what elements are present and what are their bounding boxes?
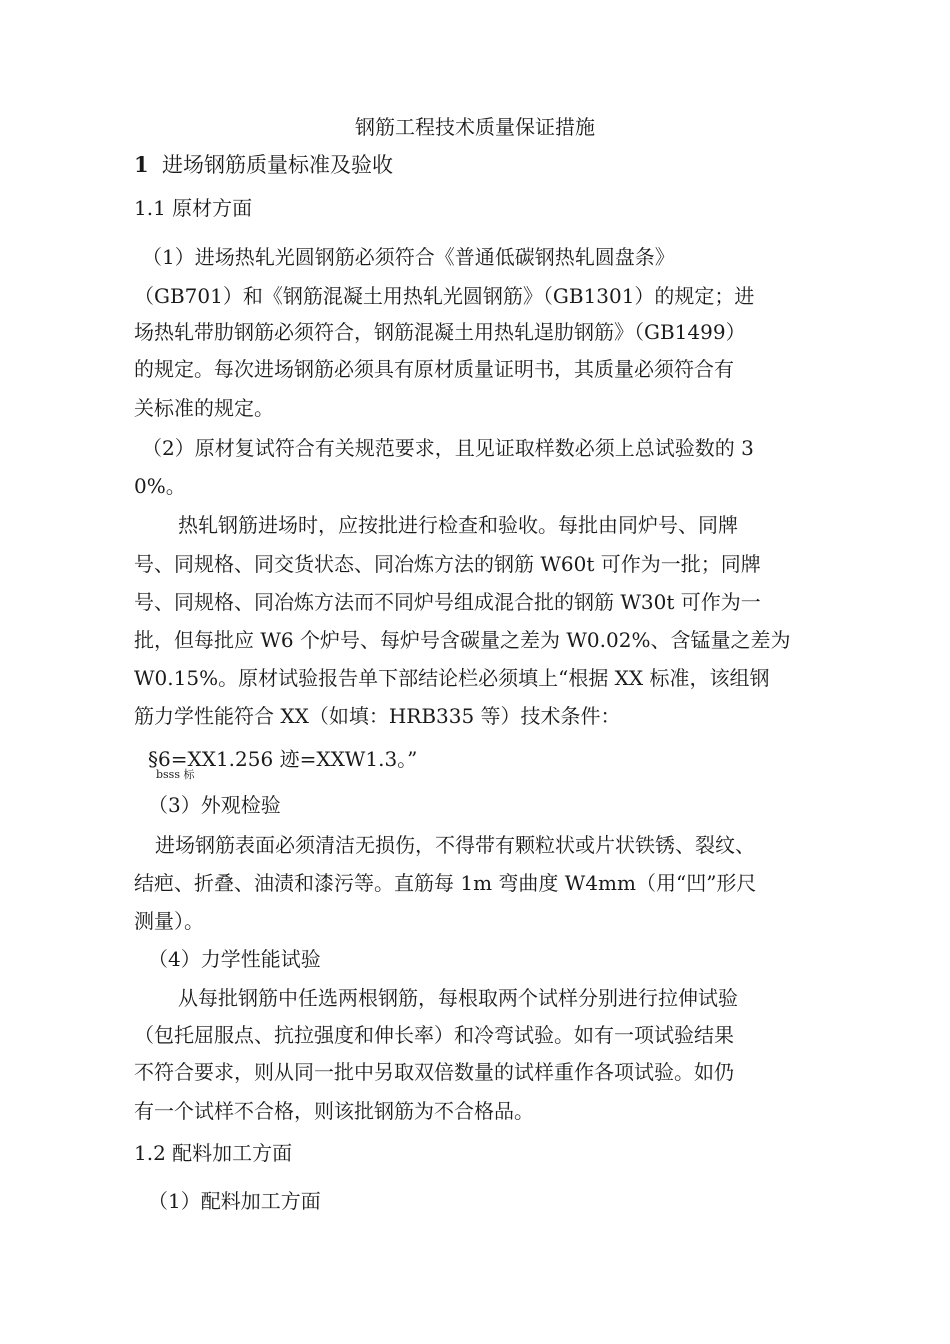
item2-line: 0%。 <box>134 474 186 498</box>
item1-line: 关标准的规定。 <box>134 396 274 420</box>
formula-line: §6=XX1.256 迹=XXW1.3。” <box>148 747 418 771</box>
item3-line: 结疤、折叠、油渍和漆污等。直筋每 1m 弯曲度 W4mm（用“凹”形尺 <box>134 871 757 895</box>
batch-paragraph-line: 号、同规格、同交货状态、同冶炼方法的钢筋 W60t 可作为一批；同牌 <box>134 552 761 576</box>
item4-line: 不符合要求，则从同一批中另取双倍数量的试样重作各项试验。如仍 <box>134 1060 734 1084</box>
item1-line: （GB701）和《钢筋混凝土用热轧光圆钢筋》（GB1301）的规定；进 <box>134 284 755 308</box>
section-1-title: 进场钢筋质量标准及验收 <box>161 153 393 177</box>
section-1-1-heading: 1.1 原材方面 <box>134 196 253 220</box>
item3-line: 测量）。 <box>134 909 204 933</box>
batch-paragraph-line: W0.15%。原材试验报告单下部结论栏必须填上“根据 XX 标准，该组钢 <box>134 666 770 690</box>
item4-line: 有一个试样不合格，则该批钢筋为不合格品。 <box>134 1099 534 1123</box>
formula-subscript: bsss 标 <box>156 768 195 781</box>
section-1-number: 1 <box>134 152 149 177</box>
batch-paragraph-line: 号、同规格、同冶炼方法而不同炉号组成混合批的钢筋 W30t 可作为一 <box>134 590 761 614</box>
batch-paragraph-line: 批，但每批应 W6 个炉号、每炉号含碳量之差为 W0.02%、含锰量之差为 <box>134 628 791 652</box>
item1-line: 场热轧带肋钢筋必须符合，钢筋混凝土用热轧逞肋钢筋》（GB1499） <box>134 320 746 344</box>
batch-paragraph-line: 热轧钢筋进场时，应按批进行检查和验收。每批由同炉号、同牌 <box>178 513 738 537</box>
item4-line: （包托屈服点、抗拉强度和伸长率）和冷弯试验。如有一项试验结果 <box>134 1023 734 1047</box>
document-title: 钢筋工程技术质量保证措施 <box>355 115 595 139</box>
item2-line: （2）原材复试符合有关规范要求，且见证取样数必须上总试验数的 3 <box>142 436 754 460</box>
section-1-heading <box>134 150 393 180</box>
item1-line: （1）进场热轧光圆钢筋必须符合《普通低碳钢热轧圆盘条》 <box>142 245 675 269</box>
item3-heading: （3）外观检验 <box>148 793 281 817</box>
item4-line: 从每批钢筋中任选两根钢筋，每根取两个试样分别进行拉伸试验 <box>178 986 738 1010</box>
item3-line: 进场钢筋表面必须清洁无损伤，不得带有颗粒状或片状铁锈、裂纹、 <box>155 833 755 857</box>
item1-line: 的规定。每次进场钢筋必须具有原材质量证明书，其质量必须符合有 <box>134 357 734 381</box>
section-1-2-heading: 1.2 配料加工方面 <box>134 1141 293 1165</box>
batch-paragraph-line: 筋力学性能符合 XX（如填：HRB335 等）技术条件： <box>134 704 621 728</box>
item-1-2-1-heading: （1）配料加工方面 <box>148 1189 321 1213</box>
item4-heading: （4）力学性能试验 <box>148 947 321 971</box>
